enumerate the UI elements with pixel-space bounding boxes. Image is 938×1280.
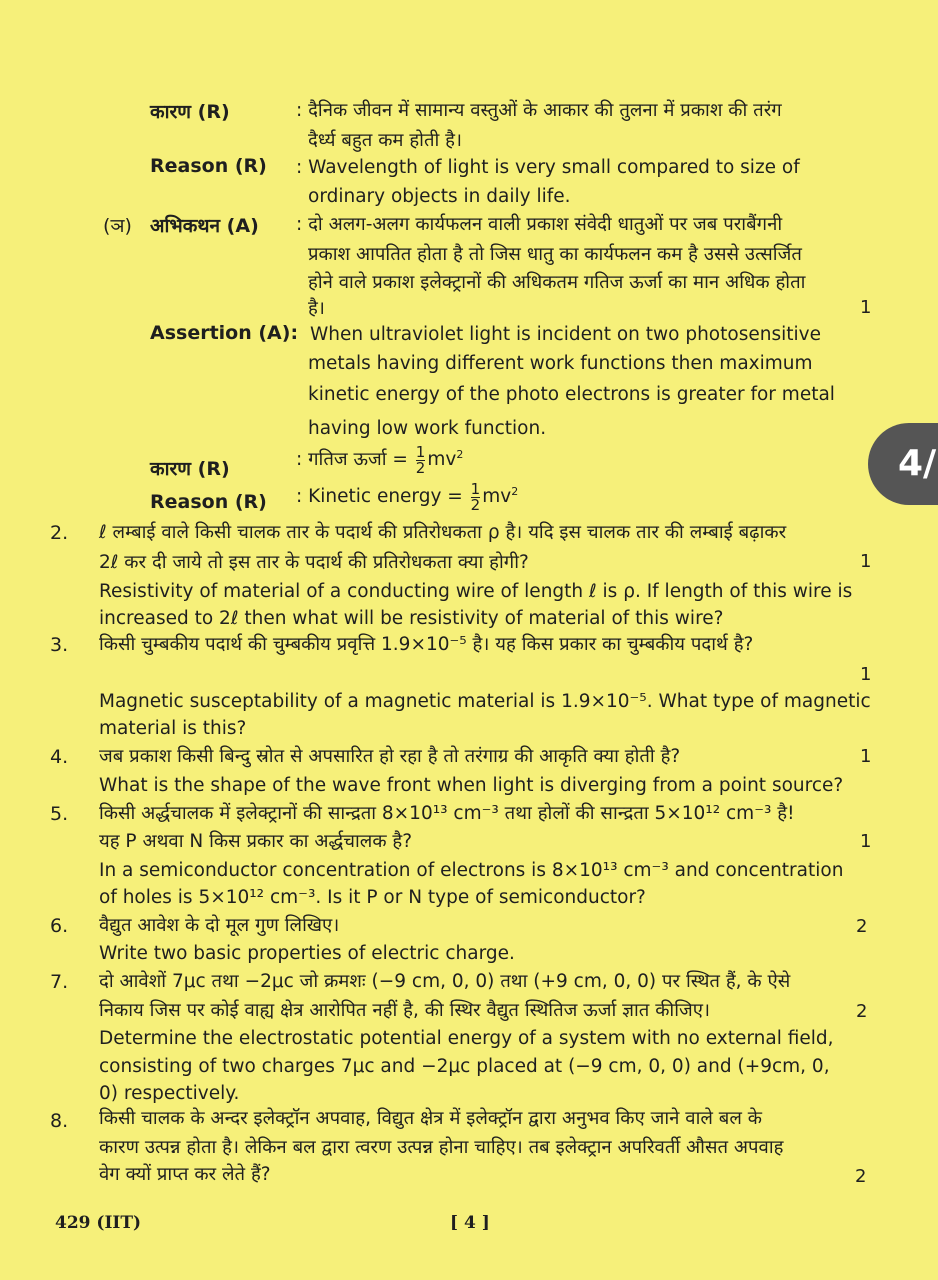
q3-hi-line1: किसी चुम्बकीय पदार्थ की चुम्बकीय प्रवृत्ति 1.9×10⁻⁵ है। यह किस प्रकार का चुम्बकीय पदार्थ है?: [99, 634, 754, 655]
q7-en-line1: Determine the electrostatic potential energy of a system with no external field,: [99, 1028, 834, 1049]
question-number: 6.: [50, 915, 69, 937]
reason-hi-formula: : गतिज ऊर्जा = $\frac{1}{2}$ $mv^2$: [296, 442, 464, 477]
q2-en-line2: increased to 2ℓ then what will be resistivity of material of this wire?: [99, 608, 724, 629]
marks: 1: [860, 746, 872, 767]
q7-hi-line1: दो आवेशों 7μc तथा −2μc जो क्रमशः (−9 cm, 0, 0) तथा (+9 cm, 0, 0) पर स्थित हैं, के ऐसे: [99, 971, 791, 992]
page-side-tab: 4/: [868, 423, 938, 505]
q5-en-line1: In a semiconductor concentration of electrons is 8×10¹³ cm⁻³ and concentration: [99, 860, 844, 881]
fraction: $\frac{1}{2}$: [415, 442, 426, 477]
q3-en-line1: Magnetic susceptability of a magnetic material is 1.9×10⁻⁵. What type of magnetic: [99, 691, 871, 712]
question-number: 3.: [50, 634, 69, 656]
assertion-en-line4: having low work function.: [308, 418, 547, 439]
assertion-en-label: Assertion (A):: [150, 322, 299, 344]
q7-en-line3: 0) respectively.: [99, 1083, 240, 1104]
q2-hi-line1: ℓ लम्बाई वाले किसी चालक तार के पदार्थ की प्रतिरोधकता ρ है। यदि इस चालक तार की लम्बाई बढ़ाकर: [99, 522, 787, 543]
marks: 1: [860, 831, 872, 852]
reason-hi-line1: : दैनिक जीवन में सामान्य वस्तुओं के आकार की तुलना में प्रकाश की तरंग: [296, 100, 782, 121]
q5-hi-line1: किसी अर्द्धचालक में इलेक्ट्रानों की सान्द्रता 8×10¹³ cm⁻³ तथा होलों की सान्द्रता 5×10¹² cm⁻³ है!: [99, 803, 795, 824]
question-number: 7.: [50, 971, 69, 993]
page-number: [ 4 ]: [450, 1213, 490, 1233]
reason-hi-label-2: कारण (R): [150, 458, 230, 480]
assertion-hi-line4: है।: [308, 298, 325, 319]
q8-hi-line2: कारण उत्पन्न होता है। लेकिन बल द्वारा त्वरण उत्पन्न होना चाहिए। तब इलेक्ट्रान अपरिवर्ती औसत अपवाह: [99, 1137, 784, 1158]
question-number: 8.: [50, 1110, 69, 1132]
reason-en-formula: : Kinetic energy = $\frac{1}{2}$ $mv^2$: [296, 479, 519, 514]
q2-en-line1: Resistivity of material of a conducting wire of length ℓ is ρ. If length of this wire is: [99, 581, 853, 602]
assertion-en-line1: When ultraviolet light is incident on two photosensitive: [310, 324, 821, 345]
reason-en-label-2: Reason (R): [150, 491, 267, 513]
q5-en-line2: of holes is 5×10¹² cm⁻³. Is it P or N type of semiconductor?: [99, 887, 646, 908]
reason-hi-label: कारण (R): [150, 101, 230, 123]
fraction: $\frac{1}{2}$: [470, 479, 481, 514]
assertion-hi-line3: होने वाले प्रकाश इलेक्ट्रानों की अधिकतम गतिज ऊर्जा का मान अधिक होता: [308, 272, 806, 293]
q3-en-line2: material is this?: [99, 718, 247, 739]
assertion-hi-label: अभिकथन (A): [150, 215, 259, 237]
sub-question-marker: (ञ): [103, 215, 132, 237]
q7-hi-line2: निकाय जिस पर कोई वाह्य क्षेत्र आरोपित नहीं है, की स्थिर वैद्युत स्थितिज ऊर्जा ज्ञात कीजिए।: [99, 1000, 710, 1021]
marks: 1: [860, 664, 872, 685]
q6-en-line1: Write two basic properties of electric charge.: [99, 943, 515, 964]
q6-hi-line1: वैद्युत आवेश के दो मूल गुण लिखिए।: [99, 915, 340, 936]
q5-hi-line2: यह P अथवा N किस प्रकार का अर्द्धचालक है?: [99, 831, 413, 852]
q8-hi-line3: वेग क्यों प्राप्त कर लेते हैं?: [99, 1164, 271, 1185]
question-number: 4.: [50, 746, 69, 768]
assertion-hi-line2: प्रकाश आपतित होता है तो जिस धातु का कार्यफलन कम है उससे उत्सर्जित: [308, 244, 802, 265]
q2-hi-line2: 2ℓ कर दी जाये तो इस तार के पदार्थ की प्रतिरोधकता क्या होगी?: [99, 552, 529, 573]
q4-hi-line1: जब प्रकाश किसी बिन्दु स्रोत से अपसारित हो रहा है तो तरंगाग्र की आकृति क्या होती है?: [99, 746, 681, 767]
q4-en-line1: What is the shape of the wave front when light is diverging from a point source?: [99, 775, 844, 796]
q8-hi-line1: किसी चालक के अन्दर इलेक्ट्रॉन अपवाह, विद्युत क्षेत्र में इलेक्ट्रॉन द्वारा अनुभव किए जाने वाले बल के: [99, 1108, 762, 1129]
reason-en-line1: : Wavelength of light is very small compared to size of: [296, 157, 800, 178]
marks: 1: [860, 551, 872, 572]
assertion-hi-line1: : दो अलग-अलग कार्यफलन वाली प्रकाश संवेदी धातुओं पर जब पराबैंगनी: [296, 214, 783, 235]
question-number: 2.: [50, 522, 69, 544]
marks: 2: [856, 916, 868, 937]
paper-code: 429 (IIT): [55, 1213, 142, 1233]
reason-en-label: Reason (R): [150, 155, 267, 177]
q7-en-line2: consisting of two charges 7μc and −2μc placed at (−9 cm, 0, 0) and (+9cm, 0,: [99, 1056, 830, 1077]
assertion-en-line2: metals having different work functions then maximum: [308, 353, 813, 374]
marks: 1: [860, 297, 872, 318]
reason-en-line2: ordinary objects in daily life.: [308, 186, 571, 207]
marks: 2: [855, 1166, 867, 1187]
marks: 2: [856, 1001, 868, 1022]
assertion-en-line3: kinetic energy of the photo electrons is greater for metal: [308, 384, 835, 405]
reason-hi-line2: दैर्ध्य बहुत कम होती है।: [308, 130, 463, 151]
question-number: 5.: [50, 803, 69, 825]
